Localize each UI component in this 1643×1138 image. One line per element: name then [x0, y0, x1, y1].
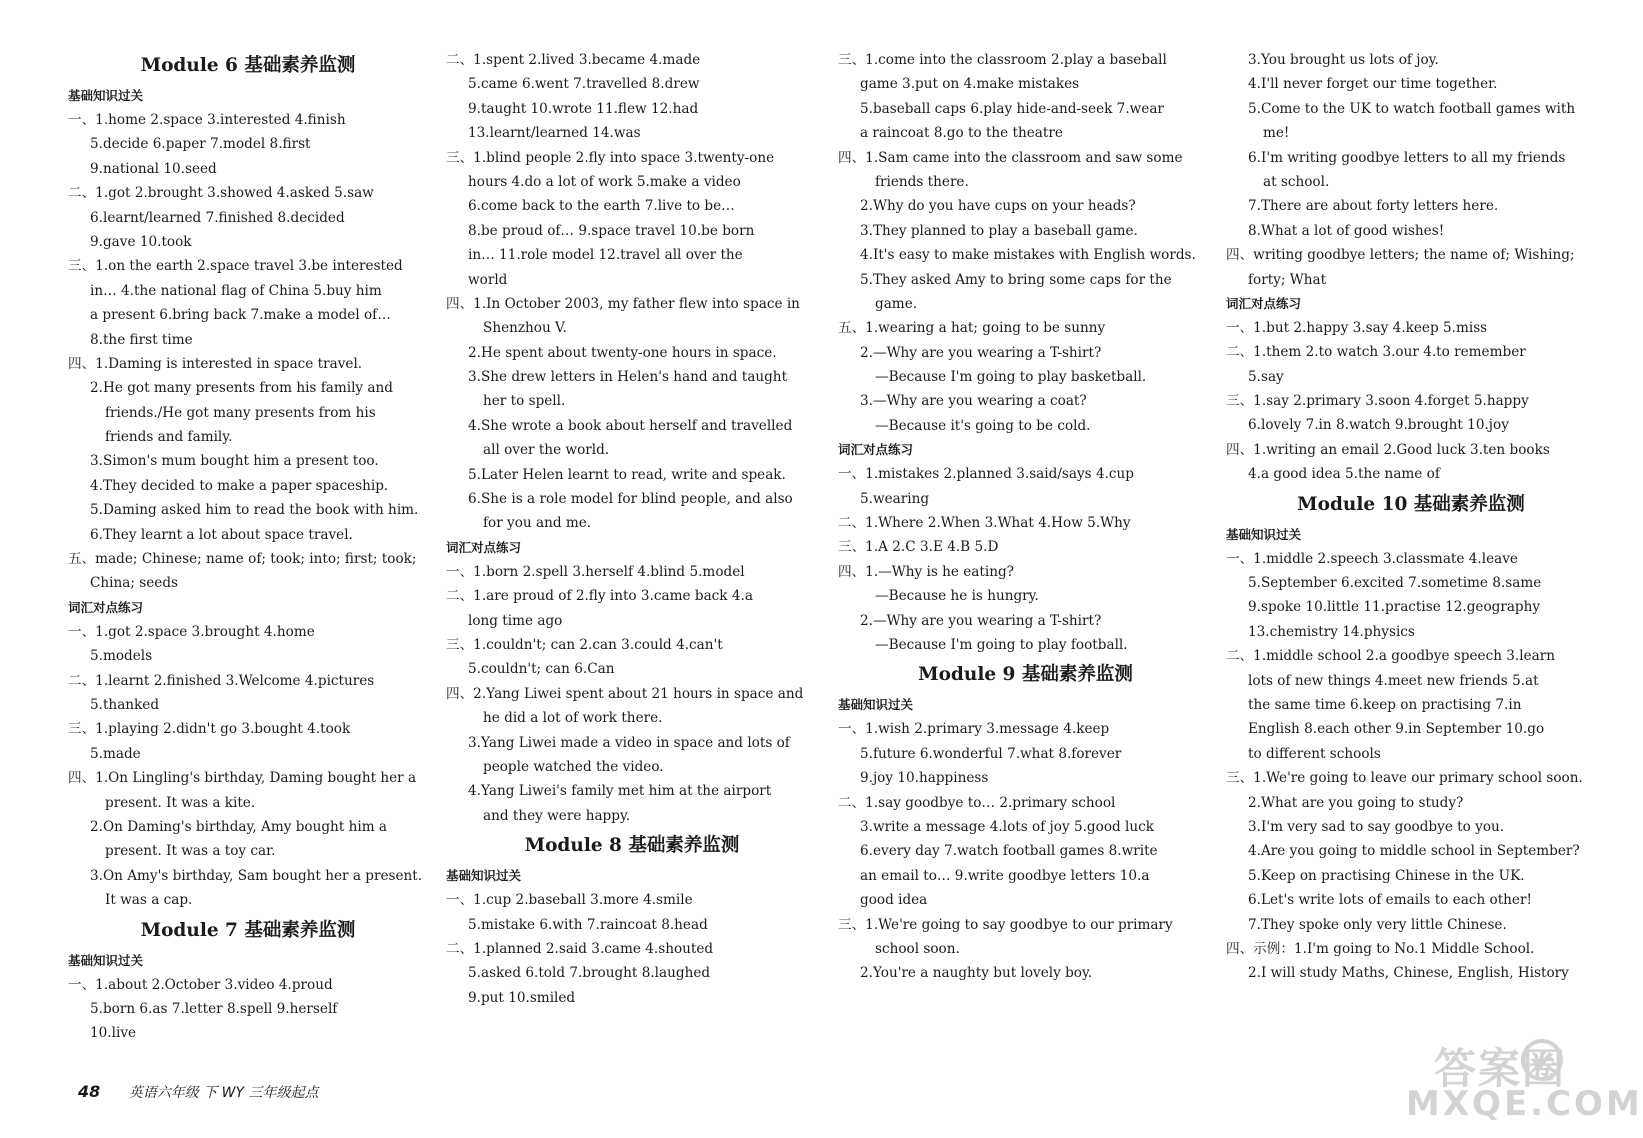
answer-line: 3.You brought us lots of joy. — [1248, 52, 1439, 68]
answer-line: 四、writing goodbye letters; the name of; Wishing; — [1226, 247, 1575, 264]
answer-line: hours 4.do a lot of work 5.make a video — [468, 173, 741, 190]
answer-line: 二、1.say goodbye to… 2.primary school — [838, 794, 1116, 811]
answer-line: 4.I'll never forget our time together. — [1248, 76, 1498, 93]
answer-line: friends./He got many presents from his — [105, 404, 376, 421]
answer-line: 5.asked 6.told 7.brought 8.laughed — [468, 965, 711, 982]
answer-line: friends and family. — [105, 429, 233, 446]
module-title: Module 10 基础素养监测 — [1297, 493, 1525, 515]
answer-line: 6.every day 7.watch football games 8.write — [860, 843, 1158, 860]
answer-line: 二、1.middle school 2.a goodbye speech 3.learn — [1226, 648, 1555, 665]
answer-line: 13.learnt/learned 14.was — [468, 125, 641, 142]
answer-line: 4.Are you going to middle school in September? — [1248, 843, 1580, 860]
answer-line: 5.Come to the UK to watch football games with — [1248, 100, 1576, 117]
answer-line: 13.chemistry 14.physics — [1248, 623, 1415, 640]
answer-line: 5.Daming asked him to read the book with him. — [90, 502, 419, 519]
page-number: 48 — [78, 1082, 101, 1101]
page-footer — [78, 1082, 318, 1102]
answer-line: 6.lovely 7.in 8.watch 9.brought 10.joy — [1248, 417, 1509, 434]
answer-line: 3.I'm very sad to say goodbye to you. — [1248, 818, 1505, 835]
section-heading: 词汇对点练习 — [446, 539, 522, 555]
answer-line: 三、1.couldn't; can 2.can 3.could 4.can't — [446, 636, 723, 653]
answer-line: 一、1.wish 2.primary 3.message 4.keep — [838, 721, 1110, 738]
answer-line: all over the world. — [483, 442, 610, 459]
answer-line: forty; What — [1248, 271, 1327, 288]
answer-line: 6.I'm writing goodbye letters to all my friends — [1248, 149, 1566, 166]
answer-line: her to spell. — [483, 393, 566, 410]
answer-column-2 — [446, 48, 818, 1010]
section-heading: 基础知识过关 — [446, 868, 522, 884]
answer-line: 8.be proud of… 9.space travel 10.be born — [468, 222, 755, 239]
answer-line: 5.couldn't; can 6.Can — [468, 661, 615, 678]
answer-line: 三、1.playing 2.didn't go 3.bought 4.took — [68, 721, 351, 738]
answer-line: 三、1.come into the classroom 2.play a baseball — [838, 52, 1167, 68]
section-heading: 词汇对点练习 — [68, 599, 144, 615]
watermark — [1400, 1032, 1643, 1128]
answer-line: 5.say — [1248, 368, 1284, 385]
answer-line: Shenzhou V. — [483, 320, 567, 337]
answer-line: 4.Yang Liwei's family met him at the airport — [468, 783, 772, 800]
answer-line: 一、1.home 2.space 3.interested 4.finish — [68, 112, 346, 128]
answer-line: 三、1.on the earth 2.space travel 3.be interested — [68, 258, 403, 275]
answer-line: 9.put 10.smiled — [468, 989, 576, 1006]
answer-line: 三、1.We're going to leave our primary school soon. — [1226, 770, 1583, 787]
answer-line: 二、1.are proud of 2.fly into 3.came back 4.a — [446, 588, 753, 605]
answer-line: 5.future 6.wonderful 7.what 8.forever — [860, 745, 1122, 762]
answer-line: 7.They spoke only very little Chinese. — [1248, 916, 1507, 933]
answer-line: for you and me. — [483, 515, 592, 532]
answer-line: at school. — [1263, 173, 1330, 190]
answer-line: 四、1.—Why is he eating? — [838, 563, 1014, 580]
answer-line: 2.I will study Maths, Chinese, English, History — [1248, 965, 1569, 982]
answer-line: 二、1.learnt 2.finished 3.Welcome 4.pictures — [68, 672, 375, 689]
answer-line: 2.On Daming's birthday, Amy bought him a — [90, 818, 388, 835]
answer-line: 一、1.mistakes 2.planned 3.said/says 4.cup — [838, 466, 1134, 483]
answer-line: game 3.put on 4.make mistakes — [860, 76, 1080, 93]
module-title: Module 7 基础素养监测 — [140, 919, 356, 941]
answer-line: 6.come back to the earth 7.live to be… — [468, 198, 735, 215]
answer-line: 3.Yang Liwei made a video in space and lots of — [468, 734, 790, 751]
answer-line: 5.made — [90, 745, 141, 762]
answer-line: 9.spoke 10.little 11.practise 12.geography — [1248, 599, 1541, 616]
answer-line: 5.Keep on practising Chinese in the UK. — [1248, 867, 1525, 884]
answer-line: the same time 6.keep on practising 7.in — [1248, 696, 1522, 713]
answer-line: 三、1.blind people 2.fly into space 3.twenty-one — [446, 149, 775, 166]
answer-line: and they were happy. — [483, 807, 631, 824]
answer-line: 5.thanked — [90, 696, 160, 713]
answer-line: 6.learnt/learned 7.finished 8.decided — [90, 209, 345, 226]
answer-line: 2.—Why are you wearing a T-shirt? — [860, 344, 1102, 361]
answer-line: 四、1.Sam came into the classroom and saw some — [838, 149, 1183, 166]
answer-line: present. It was a toy car. — [105, 843, 276, 860]
answer-line: 3.On Amy's birthday, Sam bought her a present. — [90, 867, 423, 884]
answer-line: 5.They asked Amy to bring some caps for the — [860, 271, 1172, 288]
answer-line: 四、示例：1.I'm going to No.1 Middle School. — [1226, 940, 1535, 957]
answer-line: to different schools — [1248, 745, 1381, 762]
answer-line: —Because I'm going to play football. — [875, 636, 1128, 653]
answer-line: China; seeds — [90, 575, 179, 592]
section-heading: 词汇对点练习 — [838, 442, 914, 458]
answer-line: 6.They learnt a lot about space travel. — [90, 526, 353, 543]
answer-line: 9.taught 10.wrote 11.flew 12.had — [468, 100, 699, 117]
answer-line: 四、1.writing an email 2.Good luck 3.ten books — [1226, 441, 1550, 458]
answer-line: 五、made; Chinese; name of; took; into; first; took; — [68, 551, 417, 568]
answer-line: 二、1.planned 2.said 3.came 4.shouted — [446, 940, 714, 957]
answer-line: long time ago — [468, 612, 563, 629]
module-title: Module 6 基础素养监测 — [140, 55, 356, 76]
answer-line: 二、1.got 2.brought 3.showed 4.asked 5.saw — [68, 185, 374, 202]
answer-line: 6.She is a role model for blind people, and also — [468, 491, 793, 508]
answer-line: 3.They planned to play a baseball game. — [860, 222, 1138, 239]
answer-line: 一、1.but 2.happy 3.say 4.keep 5.miss — [1226, 319, 1488, 336]
answer-line: 5.came 6.went 7.travelled 8.drew — [468, 76, 700, 93]
answer-column-1 — [68, 48, 428, 1046]
answer-line: 5.September 6.excited 7.sometime 8.same — [1248, 575, 1542, 592]
answer-line: friends there. — [875, 173, 969, 190]
answer-line: 一、1.about 2.October 3.video 4.proud — [68, 976, 333, 993]
answer-line: 10.live — [90, 1025, 137, 1042]
answer-line: 一、1.got 2.space 3.brought 4.home — [68, 623, 315, 640]
answer-line: school soon. — [875, 940, 960, 957]
answer-line: 4.They decided to make a paper spaceship. — [90, 477, 389, 494]
answer-line: 9.gave 10.took — [90, 233, 192, 250]
answer-line: 3.Simon's mum bought him a present too. — [90, 453, 379, 470]
answer-line: 三、1.A 2.C 3.E 4.B 5.D — [838, 539, 999, 556]
answer-column-4 — [1226, 48, 1596, 986]
answer-line: me! — [1263, 125, 1290, 142]
answer-line: 2.He got many presents from his family and — [90, 380, 393, 397]
answer-line: 一、1.cup 2.baseball 3.more 4.smile — [446, 892, 693, 909]
answer-line: people watched the video. — [483, 758, 664, 775]
answer-line: —Because it's going to be cold. — [875, 417, 1091, 434]
answer-line: game. — [875, 295, 918, 312]
answer-line: 4.a good idea 5.the name of — [1248, 466, 1440, 483]
section-heading: 基础知识过关 — [68, 952, 144, 968]
answer-line: 二、1.Where 2.When 3.What 4.How 5.Why — [838, 515, 1131, 532]
answer-line: 5.mistake 6.with 7.raincoat 8.head — [468, 916, 708, 933]
answer-line: 5.models — [90, 648, 153, 665]
watermark-title: 答案圈 — [1434, 1044, 1567, 1093]
answer-line: 四、2.Yang Liwei spent about 21 hours in space and — [446, 685, 804, 702]
answer-line: a present 6.bring back 7.make a model of… — [90, 307, 391, 324]
answer-line: 6.Let's write lots of emails to each other! — [1248, 892, 1532, 909]
answer-line: 五、1.wearing a hat; going to be sunny — [838, 320, 1106, 337]
answer-line: a raincoat 8.go to the theatre — [860, 125, 1063, 142]
section-heading: 词汇对点练习 — [1226, 295, 1302, 311]
answer-line: 2.Why do you have cups on your heads? — [860, 198, 1136, 215]
answer-line: in… 4.the national flag of China 5.buy him — [90, 282, 382, 299]
answer-line: 二、1.spent 2.lived 3.became 4.made — [446, 52, 701, 68]
answer-line: he did a lot of work there. — [483, 710, 663, 727]
section-heading: 基础知识过关 — [838, 697, 914, 713]
answer-line: present. It was a kite. — [105, 794, 256, 811]
watermark-logo-icon — [1520, 1038, 1564, 1082]
answer-line: 二、1.them 2.to watch 3.our 4.to remember — [1226, 344, 1526, 361]
answer-line: 2.—Why are you wearing a T-shirt? — [860, 612, 1102, 629]
answer-line: 4.She wrote a book about herself and travelled — [468, 417, 793, 434]
module-title: Module 9 基础素养监测 — [918, 664, 1133, 686]
answer-line: 四、1.In October 2003, my father flew into space in — [446, 295, 800, 312]
answer-line: 5.born 6.as 7.letter 8.spell 9.herself — [90, 1000, 338, 1017]
answer-line: —Because I'm going to play basketball. — [875, 369, 1147, 386]
answer-line: 三、1.We're going to say goodbye to our primary — [838, 916, 1173, 933]
answer-line: 9.national 10.seed — [90, 160, 217, 177]
answer-line: 一、1.middle 2.speech 3.classmate 4.leave — [1226, 550, 1518, 567]
answer-line: English 8.each other 9.in September 10.go — [1248, 721, 1545, 738]
module-title: Module 8 基础素养监测 — [524, 835, 740, 857]
answer-line: 一、1.born 2.spell 3.herself 4.blind 5.model — [446, 563, 745, 580]
answer-line: 5.Later Helen learnt to read, write and speak. — [468, 466, 786, 483]
answer-line: in… 11.role model 12.travel all over the — [468, 247, 743, 264]
footer-book-info: 英语六年级 下 WY 三年级起点 — [128, 1085, 319, 1101]
answer-line: It was a cap. — [105, 892, 193, 909]
answer-line: 3.—Why are you wearing a coat? — [860, 393, 1087, 410]
answer-line: 5.baseball caps 6.play hide-and-seek 7.wear — [860, 100, 1164, 117]
section-heading: 基础知识过关 — [1226, 526, 1302, 542]
answer-line: 4.It's easy to make mistakes with English words. — [860, 247, 1196, 264]
answer-line: 四、1.On Lingling's birthday, Daming bought her a — [68, 770, 417, 787]
answer-line: 9.joy 10.happiness — [860, 770, 989, 787]
answer-line: 3.She drew letters in Helen's hand and taught — [468, 369, 788, 386]
answer-line: 四、1.Daming is interested in space travel. — [68, 355, 363, 372]
answer-line: good idea — [860, 892, 928, 909]
answer-line: 三、1.say 2.primary 3.soon 4.forget 5.happy — [1226, 393, 1529, 410]
answer-line: 5.wearing — [860, 490, 930, 507]
answer-line: 3.write a message 4.lots of joy 5.good luck — [860, 818, 1154, 835]
answer-column-3 — [838, 48, 1213, 986]
watermark-url: MXQE.COM — [1406, 1084, 1643, 1124]
answer-line: 2.What are you going to study? — [1248, 794, 1464, 811]
answer-line: —Because he is hungry. — [875, 588, 1039, 605]
answer-line: 5.decide 6.paper 7.model 8.first — [90, 136, 311, 153]
answer-line: lots of new things 4.meet new friends 5.at — [1248, 672, 1539, 689]
answer-line: 8.the first time — [90, 331, 193, 348]
answer-line: 8.What a lot of good wishes! — [1248, 222, 1445, 239]
answer-line: an email to… 9.write goodbye letters 10.a — [860, 867, 1150, 884]
answer-line: world — [468, 271, 508, 288]
answer-line: 7.There are about forty letters here. — [1248, 198, 1499, 215]
answer-line: 2.You're a naughty but lovely boy. — [860, 965, 1093, 982]
section-heading: 基础知识过关 — [68, 88, 144, 103]
answer-line: 2.He spent about twenty-one hours in space. — [468, 344, 777, 361]
